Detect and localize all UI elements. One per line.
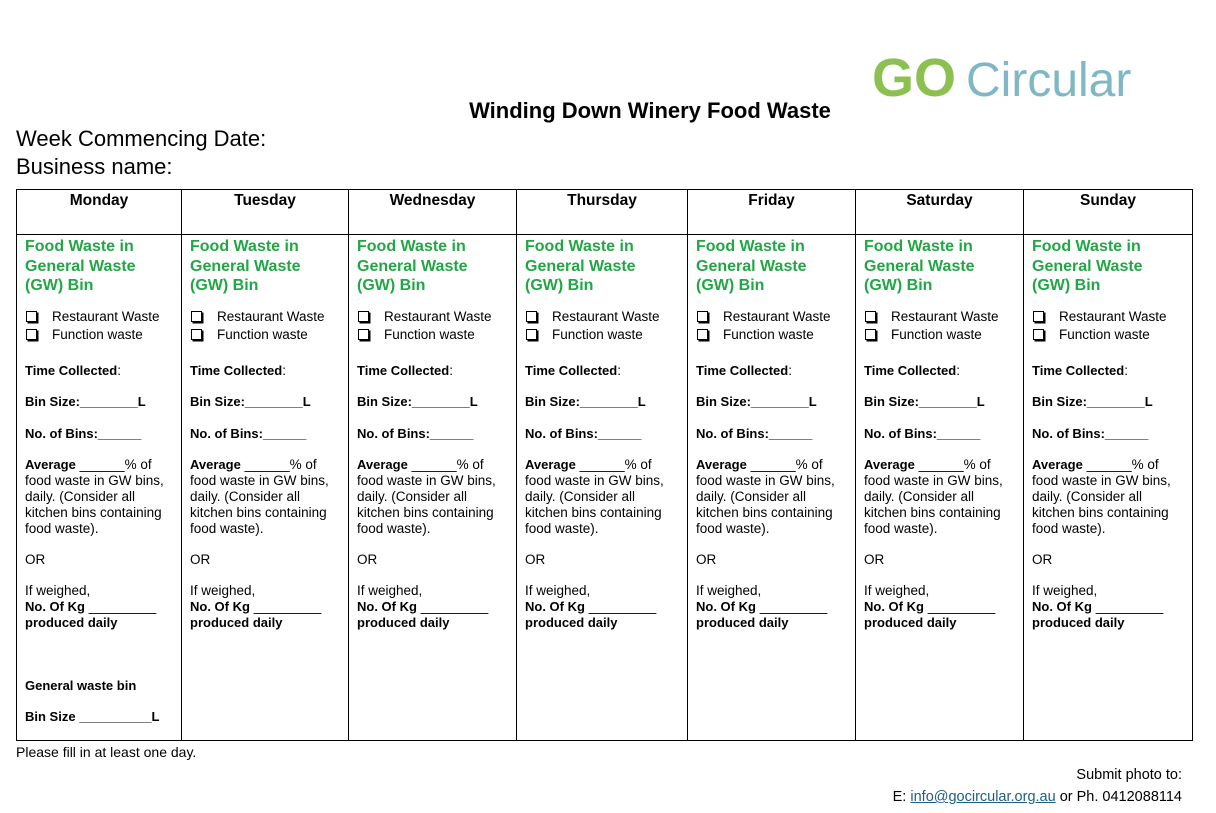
checkbox-icon[interactable] bbox=[526, 311, 537, 322]
checkbox-label: Function waste bbox=[891, 326, 982, 342]
restaurant-waste-checkbox[interactable] bbox=[864, 308, 1017, 326]
weighed-field bbox=[25, 583, 175, 631]
average-text-line: food waste in GW bins, bbox=[357, 472, 496, 488]
food-waste-heading bbox=[357, 237, 510, 296]
kg-line bbox=[25, 599, 175, 615]
weighed-field bbox=[357, 583, 510, 631]
time-collected-colon: : bbox=[282, 362, 286, 378]
kg-blank: _________ bbox=[249, 598, 322, 614]
time-collected-colon: : bbox=[449, 362, 453, 378]
checkbox-label: Restaurant Waste bbox=[384, 308, 492, 324]
average-text-line: food waste). bbox=[25, 520, 99, 536]
average-text-line: food waste in GW bins, bbox=[864, 472, 1003, 488]
kg-blank: _________ bbox=[1091, 598, 1164, 614]
kg-line bbox=[1032, 599, 1186, 615]
time-collected-field bbox=[25, 363, 175, 379]
checkbox-icon[interactable] bbox=[697, 329, 708, 340]
produced-daily-label: produced daily bbox=[357, 614, 450, 630]
average-text-line: kitchen bins containing bbox=[1032, 504, 1169, 520]
average-text-line: food waste). bbox=[864, 520, 938, 536]
restaurant-waste-checkbox[interactable] bbox=[357, 308, 510, 326]
waste-type-options bbox=[864, 308, 1017, 344]
time-collected-label: Time Collected bbox=[1032, 362, 1125, 378]
day-header-saturday: Saturday bbox=[856, 190, 1024, 235]
bin-size-field: Bin Size:________L bbox=[1032, 393, 1153, 409]
average-label: Average bbox=[864, 456, 915, 472]
logo-circular-text: Circular bbox=[966, 54, 1132, 107]
day-header-sunday: Sunday bbox=[1024, 190, 1193, 235]
average-percent-field bbox=[357, 457, 510, 537]
checkbox-icon[interactable] bbox=[865, 311, 876, 322]
function-waste-checkbox[interactable] bbox=[525, 326, 681, 344]
heading-line: (GW) Bin bbox=[357, 277, 426, 294]
average-text-line: daily. (Consider all bbox=[1032, 488, 1143, 504]
checkbox-label: Restaurant Waste bbox=[1059, 308, 1167, 324]
kg-line bbox=[696, 599, 849, 615]
checkbox-label: Restaurant Waste bbox=[723, 308, 831, 324]
daily-log-table bbox=[16, 189, 1193, 741]
day-header-friday: Friday bbox=[688, 190, 856, 235]
heading-line: Food Waste in bbox=[696, 238, 805, 255]
checkbox-label: Function waste bbox=[1059, 326, 1150, 342]
contact-line bbox=[893, 786, 1182, 808]
heading-line: (GW) Bin bbox=[864, 277, 933, 294]
time-collected-label: Time Collected bbox=[525, 362, 618, 378]
average-blank: ______% of bbox=[746, 456, 823, 472]
average-text-line: daily. (Consider all bbox=[190, 488, 301, 504]
time-collected-field bbox=[1032, 363, 1186, 379]
average-line bbox=[25, 457, 175, 473]
function-waste-checkbox[interactable] bbox=[864, 326, 1017, 344]
average-text-line: kitchen bins containing bbox=[25, 504, 162, 520]
no-of-bins-field: No. of Bins:______ bbox=[190, 425, 307, 441]
checkbox-icon[interactable] bbox=[1033, 329, 1044, 340]
average-text-line: kitchen bins containing bbox=[357, 504, 494, 520]
average-text-line: food waste). bbox=[1032, 520, 1106, 536]
checkbox-label: Function waste bbox=[552, 326, 643, 342]
average-blank: ______% of bbox=[240, 456, 317, 472]
weighed-label: If weighed, bbox=[696, 582, 762, 598]
average-text-line: daily. (Consider all bbox=[357, 488, 468, 504]
heading-line: General Waste bbox=[1032, 257, 1143, 275]
email-link[interactable]: info@gocircular.org.au bbox=[910, 789, 1056, 805]
waste-type-options bbox=[357, 308, 510, 344]
heading-line: General Waste bbox=[525, 257, 636, 275]
day-cell-thursday bbox=[517, 235, 688, 741]
no-of-bins-field: No. of Bins:______ bbox=[25, 425, 142, 441]
time-collected-colon: : bbox=[1124, 362, 1128, 378]
heading-line: Food Waste in bbox=[525, 238, 634, 255]
day-cells-row bbox=[17, 235, 1193, 741]
kg-blank: _________ bbox=[416, 598, 489, 614]
average-text-line: food waste). bbox=[357, 520, 431, 536]
waste-type-options bbox=[696, 308, 849, 344]
function-waste-checkbox[interactable] bbox=[357, 326, 510, 344]
kg-line bbox=[357, 599, 510, 615]
day-cell-sunday bbox=[1024, 235, 1193, 741]
or-text: OR bbox=[525, 551, 546, 567]
kg-blank: _________ bbox=[84, 598, 157, 614]
heading-line: (GW) Bin bbox=[1032, 277, 1101, 294]
general-waste-bin-label: General waste bin bbox=[25, 677, 137, 693]
heading-line: General Waste bbox=[25, 257, 136, 275]
day-cell-monday bbox=[17, 235, 182, 741]
heading-line: (GW) Bin bbox=[525, 277, 594, 294]
gw-bin-size-label: Bin Size bbox=[25, 708, 76, 724]
average-text-line: kitchen bins containing bbox=[696, 504, 833, 520]
kg-label: No. Of Kg bbox=[1032, 598, 1092, 614]
weighed-label: If weighed, bbox=[25, 582, 91, 598]
day-header-row bbox=[17, 190, 1193, 235]
produced-daily-label: produced daily bbox=[25, 614, 118, 630]
kg-label: No. Of Kg bbox=[696, 598, 756, 614]
kg-line bbox=[190, 599, 342, 615]
average-percent-field bbox=[190, 457, 342, 537]
time-collected-field bbox=[864, 363, 1017, 379]
weighed-field bbox=[864, 583, 1017, 631]
kg-blank: _________ bbox=[923, 598, 996, 614]
waste-type-options bbox=[190, 308, 342, 344]
submit-info bbox=[893, 764, 1182, 808]
average-text-line: daily. (Consider all bbox=[696, 488, 807, 504]
average-blank: ______% of bbox=[575, 456, 652, 472]
food-waste-heading bbox=[190, 237, 342, 296]
bin-size-field: Bin Size:________L bbox=[525, 393, 646, 409]
average-text-line: food waste in GW bins, bbox=[696, 472, 835, 488]
no-of-bins-field: No. of Bins:______ bbox=[357, 425, 474, 441]
function-waste-checkbox[interactable] bbox=[696, 326, 849, 344]
checkbox-label: Function waste bbox=[217, 326, 308, 342]
average-text-line: food waste in GW bins, bbox=[1032, 472, 1171, 488]
kg-blank: _________ bbox=[584, 598, 657, 614]
checkbox-icon[interactable] bbox=[1033, 311, 1044, 322]
checkbox-icon[interactable] bbox=[191, 329, 202, 340]
phone-text: or Ph. 0412088114 bbox=[1055, 789, 1182, 805]
day-cell-tuesday bbox=[182, 235, 349, 741]
time-collected-label: Time Collected bbox=[357, 362, 450, 378]
email-prefix: E: bbox=[892, 789, 911, 805]
time-collected-field bbox=[525, 363, 681, 379]
general-waste-bin-size-field bbox=[25, 709, 175, 725]
average-line bbox=[864, 457, 1017, 473]
day-cell-wednesday bbox=[349, 235, 517, 741]
average-text-line: food waste in GW bins, bbox=[190, 472, 329, 488]
or-text: OR bbox=[357, 551, 378, 567]
weighed-label: If weighed, bbox=[190, 582, 256, 598]
restaurant-waste-checkbox[interactable] bbox=[25, 308, 175, 326]
function-waste-checkbox[interactable] bbox=[1032, 326, 1186, 344]
average-label: Average bbox=[525, 456, 576, 472]
average-percent-field bbox=[525, 457, 681, 537]
average-text-line: kitchen bins containing bbox=[190, 504, 327, 520]
heading-line: General Waste bbox=[357, 257, 468, 275]
weighed-label: If weighed, bbox=[357, 582, 423, 598]
kg-line bbox=[525, 599, 681, 615]
time-collected-colon: : bbox=[956, 362, 960, 378]
heading-line: General Waste bbox=[696, 257, 807, 275]
checkbox-icon[interactable] bbox=[191, 311, 202, 322]
average-blank: ______% of bbox=[75, 456, 152, 472]
week-commencing-label: Week Commencing Date: bbox=[16, 126, 267, 151]
food-waste-heading bbox=[864, 237, 1017, 296]
average-text-line: food waste). bbox=[696, 520, 770, 536]
checkbox-icon[interactable] bbox=[865, 329, 876, 340]
no-of-bins-field: No. of Bins:______ bbox=[864, 425, 981, 441]
restaurant-waste-checkbox[interactable] bbox=[525, 308, 681, 326]
checkbox-icon[interactable] bbox=[358, 311, 369, 322]
day-cell-friday bbox=[688, 235, 856, 741]
weighed-field bbox=[525, 583, 681, 631]
heading-line: Food Waste in bbox=[190, 238, 299, 255]
checkbox-icon[interactable] bbox=[26, 329, 37, 340]
waste-type-options bbox=[1032, 308, 1186, 344]
average-percent-field bbox=[864, 457, 1017, 537]
or-text: OR bbox=[190, 551, 211, 567]
weighed-label: If weighed, bbox=[1032, 582, 1098, 598]
kg-label: No. Of Kg bbox=[25, 598, 85, 614]
checkbox-icon[interactable] bbox=[697, 311, 708, 322]
time-collected-field bbox=[190, 363, 342, 379]
document-title: Winding Down Winery Food Waste bbox=[469, 98, 831, 123]
checkbox-icon[interactable] bbox=[26, 311, 37, 322]
average-label: Average bbox=[357, 456, 408, 472]
checkbox-label: Function waste bbox=[723, 326, 814, 342]
time-collected-label: Time Collected bbox=[190, 362, 283, 378]
heading-line: General Waste bbox=[864, 257, 975, 275]
gw-bin-size-blank: __________L bbox=[75, 708, 160, 724]
time-collected-label: Time Collected bbox=[25, 362, 118, 378]
kg-label: No. Of Kg bbox=[864, 598, 924, 614]
time-collected-field bbox=[357, 363, 510, 379]
checkbox-label: Restaurant Waste bbox=[891, 308, 999, 324]
food-waste-heading bbox=[525, 237, 681, 296]
kg-line bbox=[864, 599, 1017, 615]
average-percent-field bbox=[1032, 457, 1186, 537]
time-collected-label: Time Collected bbox=[696, 362, 789, 378]
heading-line: General Waste bbox=[190, 257, 301, 275]
day-header-thursday: Thursday bbox=[517, 190, 688, 235]
kg-label: No. Of Kg bbox=[190, 598, 250, 614]
average-text-line: food waste in GW bins, bbox=[525, 472, 664, 488]
average-text-line: kitchen bins containing bbox=[864, 504, 1001, 520]
average-label: Average bbox=[696, 456, 747, 472]
time-collected-field bbox=[696, 363, 849, 379]
function-waste-checkbox[interactable] bbox=[190, 326, 342, 344]
average-line bbox=[190, 457, 342, 473]
checkbox-label: Function waste bbox=[52, 326, 143, 342]
time-collected-colon: : bbox=[617, 362, 621, 378]
weighed-field bbox=[1032, 583, 1186, 631]
food-waste-heading bbox=[696, 237, 849, 296]
average-text-line: kitchen bins containing bbox=[525, 504, 662, 520]
average-text-line: daily. (Consider all bbox=[25, 488, 136, 504]
bin-size-field: Bin Size:________L bbox=[696, 393, 817, 409]
time-collected-colon: : bbox=[117, 362, 121, 378]
kg-label: No. Of Kg bbox=[357, 598, 417, 614]
heading-line: (GW) Bin bbox=[696, 277, 765, 294]
checkbox-label: Restaurant Waste bbox=[217, 308, 325, 324]
day-header-tuesday: Tuesday bbox=[182, 190, 349, 235]
weighed-label: If weighed, bbox=[525, 582, 591, 598]
business-name-label: Business name: bbox=[16, 154, 173, 179]
average-line bbox=[1032, 457, 1186, 473]
average-label: Average bbox=[190, 456, 241, 472]
checkbox-icon[interactable] bbox=[358, 329, 369, 340]
heading-line: Food Waste in bbox=[1032, 238, 1141, 255]
average-text-line: food waste in GW bins, bbox=[25, 472, 164, 488]
checkbox-label: Restaurant Waste bbox=[552, 308, 660, 324]
or-text: OR bbox=[864, 551, 885, 567]
time-collected-colon: : bbox=[788, 362, 792, 378]
heading-line: Food Waste in bbox=[864, 238, 973, 255]
checkbox-label: Function waste bbox=[384, 326, 475, 342]
function-waste-checkbox[interactable] bbox=[25, 326, 175, 344]
average-text-line: food waste). bbox=[525, 520, 599, 536]
average-blank: ______% of bbox=[407, 456, 484, 472]
restaurant-waste-checkbox[interactable] bbox=[190, 308, 342, 326]
fill-note: Please fill in at least one day. bbox=[16, 744, 197, 760]
logo-go-text: GO bbox=[872, 50, 957, 108]
weighed-field bbox=[190, 583, 342, 631]
or-text: OR bbox=[1032, 551, 1053, 567]
checkbox-label: Restaurant Waste bbox=[52, 308, 160, 324]
average-text-line: daily. (Consider all bbox=[525, 488, 636, 504]
day-header-monday: Monday bbox=[17, 190, 182, 235]
bin-size-field: Bin Size:________L bbox=[190, 393, 311, 409]
average-line bbox=[357, 457, 510, 473]
average-text-line: food waste). bbox=[190, 520, 264, 536]
restaurant-waste-checkbox[interactable] bbox=[696, 308, 849, 326]
bin-size-field: Bin Size:________L bbox=[25, 393, 146, 409]
restaurant-waste-checkbox[interactable] bbox=[1032, 308, 1186, 326]
average-percent-field bbox=[25, 457, 175, 537]
average-line bbox=[696, 457, 849, 473]
food-waste-heading bbox=[1032, 237, 1186, 296]
average-blank: ______% of bbox=[914, 456, 991, 472]
day-cell-saturday bbox=[856, 235, 1024, 741]
food-waste-heading bbox=[25, 237, 175, 296]
average-label: Average bbox=[1032, 456, 1083, 472]
no-of-bins-field: No. of Bins:______ bbox=[1032, 425, 1149, 441]
bin-size-field: Bin Size:________L bbox=[357, 393, 478, 409]
day-header-wednesday: Wednesday bbox=[349, 190, 517, 235]
produced-daily-label: produced daily bbox=[864, 614, 957, 630]
no-of-bins-field: No. of Bins:______ bbox=[696, 425, 813, 441]
produced-daily-label: produced daily bbox=[1032, 614, 1125, 630]
heading-line: (GW) Bin bbox=[190, 277, 259, 294]
checkbox-icon[interactable] bbox=[526, 329, 537, 340]
heading-line: Food Waste in bbox=[357, 238, 466, 255]
produced-daily-label: produced daily bbox=[525, 614, 618, 630]
produced-daily-label: produced daily bbox=[696, 614, 789, 630]
heading-line: (GW) Bin bbox=[25, 277, 94, 294]
or-text: OR bbox=[25, 551, 46, 567]
average-percent-field bbox=[696, 457, 849, 537]
produced-daily-label: produced daily bbox=[190, 614, 283, 630]
submit-label: Submit photo to: bbox=[1076, 767, 1182, 783]
kg-label: No. Of Kg bbox=[525, 598, 585, 614]
or-text: OR bbox=[696, 551, 717, 567]
time-collected-label: Time Collected bbox=[864, 362, 957, 378]
kg-blank: _________ bbox=[755, 598, 828, 614]
average-blank: ______% of bbox=[1082, 456, 1159, 472]
weighed-field bbox=[696, 583, 849, 631]
average-line bbox=[525, 457, 681, 473]
average-label: Average bbox=[25, 456, 76, 472]
bin-size-field: Bin Size:________L bbox=[864, 393, 985, 409]
weighed-label: If weighed, bbox=[864, 582, 930, 598]
waste-type-options bbox=[525, 308, 681, 344]
heading-line: Food Waste in bbox=[25, 238, 134, 255]
no-of-bins-field: No. of Bins:______ bbox=[525, 425, 642, 441]
waste-type-options bbox=[25, 308, 175, 344]
average-text-line: daily. (Consider all bbox=[864, 488, 975, 504]
